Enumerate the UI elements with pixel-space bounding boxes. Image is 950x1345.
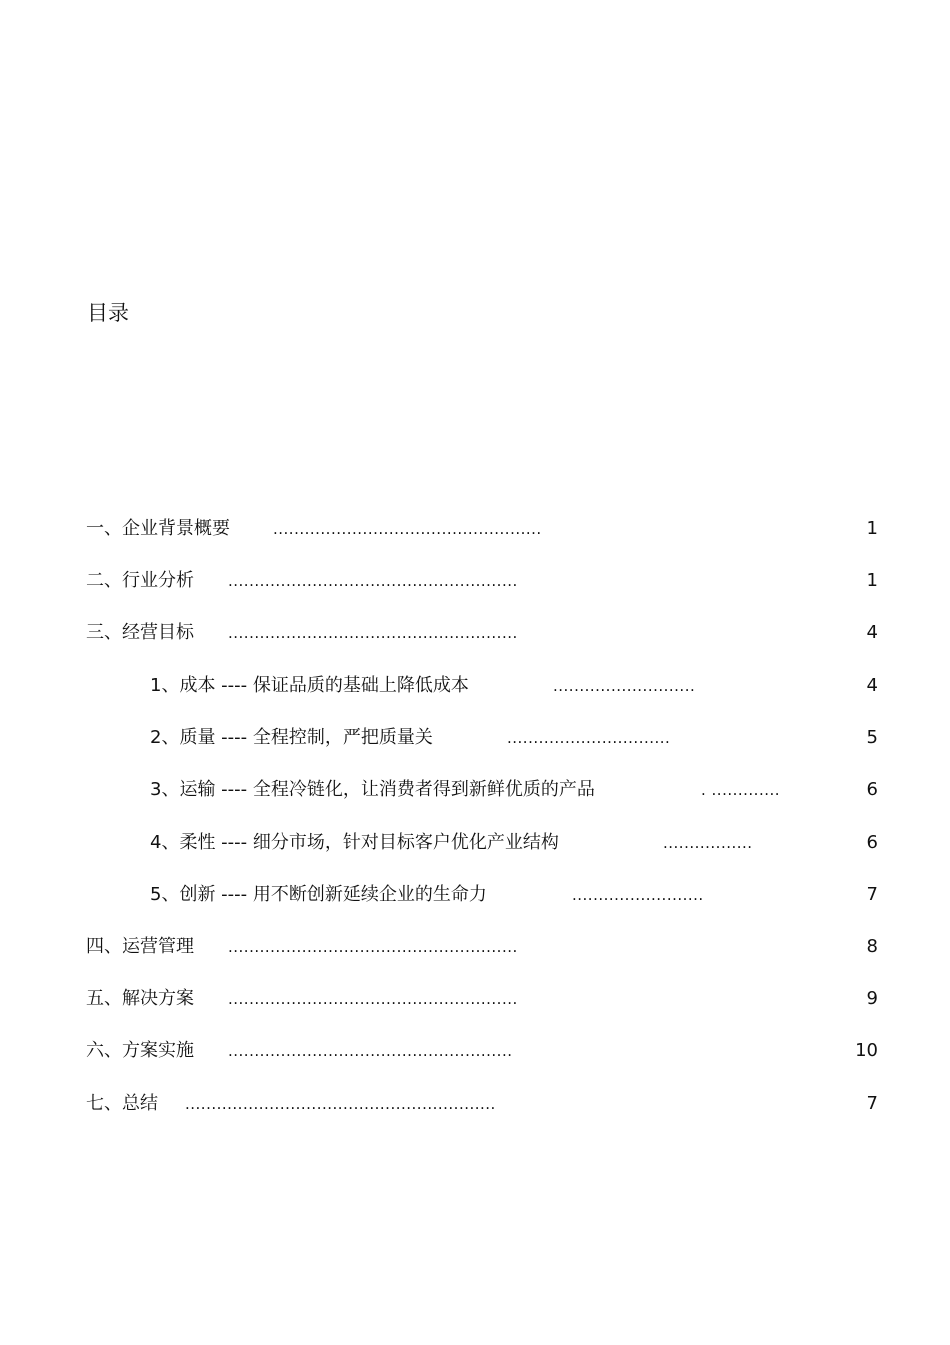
toc-entry-3-3[interactable] [0, 775, 950, 805]
toc-entry-page: 6 [866, 832, 878, 853]
toc-entry-7[interactable] [0, 1089, 950, 1119]
toc-entry-label: 四、运营管理 [86, 936, 194, 957]
toc-entry-leader: ....................................................... [228, 990, 518, 1008]
toc-entry-3-2[interactable] [0, 723, 950, 753]
toc-entry-page: 4 [866, 675, 878, 696]
toc-entry-page: 4 [866, 622, 878, 643]
toc-title: 目录 [87, 301, 129, 325]
toc-entry-page: 5 [866, 727, 878, 748]
toc-entry-label: 七、总结 [86, 1093, 158, 1114]
toc-entry-label: 3、运输 ---- 全程冷链化，让消费者得到新鲜优质的产品 [150, 779, 595, 800]
toc-entry-label: 五、解决方案 [86, 988, 194, 1009]
toc-entry-page: 6 [866, 779, 878, 800]
toc-entry-leader: ........................... [553, 677, 696, 695]
toc-entry-leader: ................. [663, 834, 753, 852]
toc-entry-leader: ........................................................... [185, 1095, 496, 1113]
toc-entry-leader: ............................... [507, 729, 671, 747]
toc-entry-page: 1 [866, 570, 878, 591]
toc-entry-leader: ....................................................... [228, 938, 518, 956]
toc-entry-page: 7 [866, 1093, 878, 1114]
toc-entry-label: 三、经营目标 [86, 622, 194, 643]
toc-entry-5[interactable] [0, 984, 950, 1014]
toc-entry-page: 9 [866, 988, 878, 1009]
toc-entry-2[interactable] [0, 566, 950, 596]
toc-entry-4[interactable] [0, 932, 950, 962]
toc-entry-3[interactable] [0, 618, 950, 648]
toc-entry-1[interactable] [0, 514, 950, 544]
toc-entry-label: 六、方案实施 [86, 1040, 194, 1061]
toc-entry-leader: ....................................................... [228, 624, 518, 642]
toc-entry-page: 10 [855, 1040, 878, 1061]
toc-entry-page: 1 [866, 518, 878, 539]
toc-entry-leader: ................................................... [273, 520, 542, 538]
toc-entry-label: 一、企业背景概要 [86, 518, 230, 539]
toc-entry-3-4[interactable] [0, 828, 950, 858]
toc-entry-leader: ....................................................... [228, 572, 518, 590]
toc-entry-page: 7 [866, 884, 878, 905]
toc-entry-label: 二、行业分析 [86, 570, 194, 591]
toc-entry-page: 8 [866, 936, 878, 957]
toc-entry-3-5[interactable] [0, 880, 950, 910]
toc-entry-6[interactable] [0, 1036, 950, 1066]
toc-entry-label: 2、质量 ---- 全程控制，严把质量关 [150, 727, 433, 748]
toc-entry-leader: ...................................................... [228, 1042, 513, 1060]
toc-entry-leader: . ............. [701, 781, 781, 799]
toc-entry-label: 5、创新 ---- 用不断创新延续企业的生命力 [150, 884, 487, 905]
toc-entry-3-1[interactable] [0, 671, 950, 701]
toc-entry-label: 4、柔性 ---- 细分市场，针对目标客户优化产业结构 [150, 832, 559, 853]
toc-entry-leader: ......................... [572, 886, 704, 904]
toc-entry-label: 1、成本 ---- 保证品质的基础上降低成本 [150, 675, 469, 696]
